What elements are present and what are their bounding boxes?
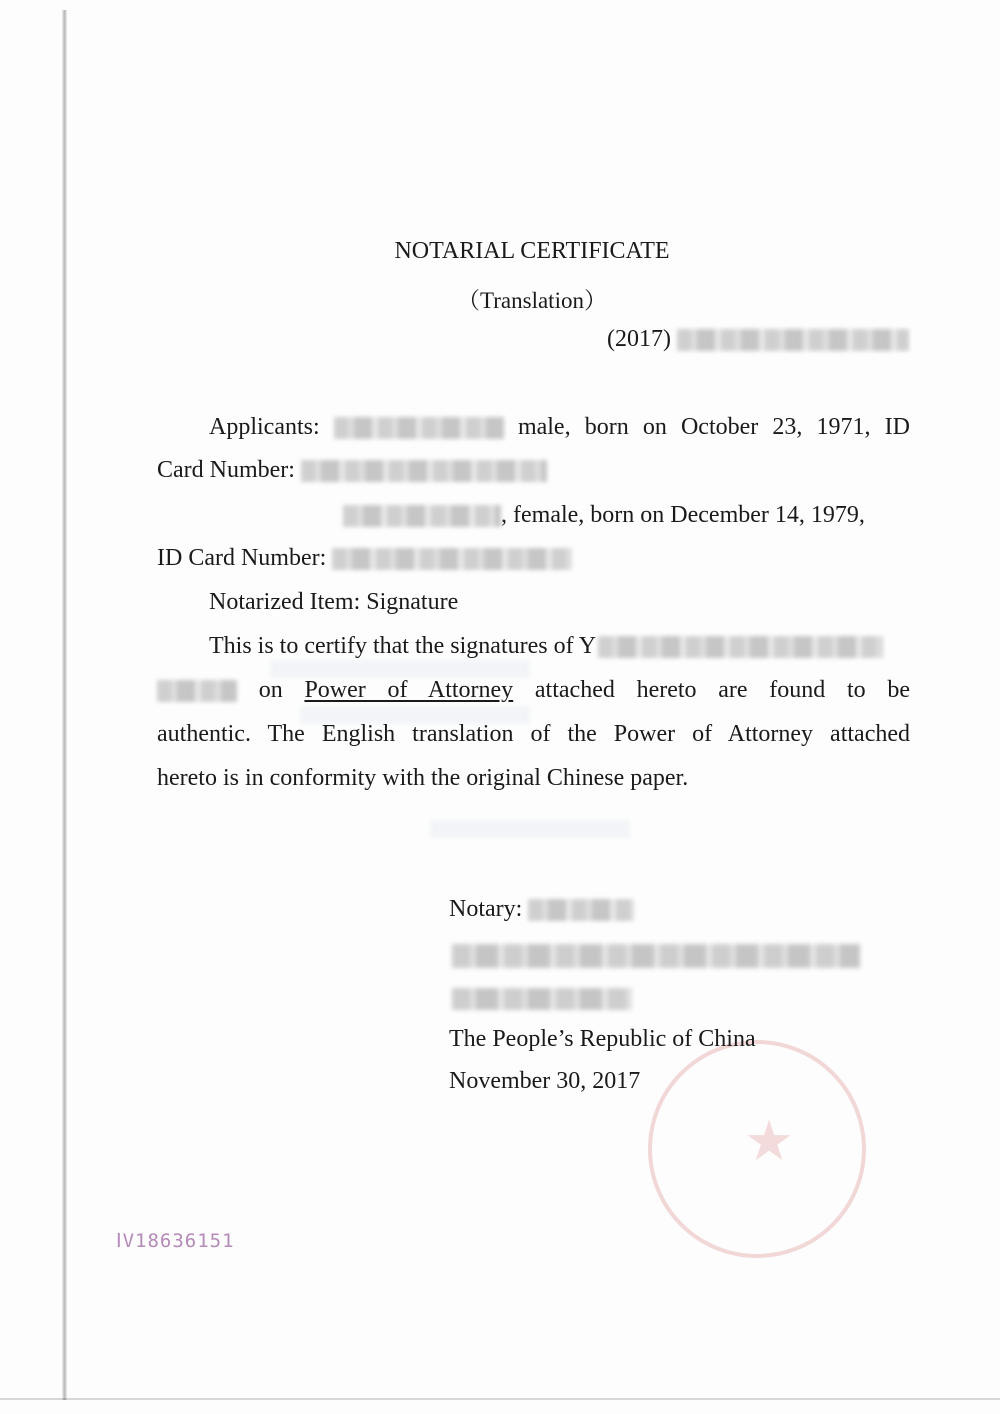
redacted-signatory-names [598, 636, 883, 658]
certification-text-1: This is to certify that the signatures of Y [209, 633, 597, 659]
certification-line-1 [209, 633, 883, 660]
page-fold-shadow [62, 10, 67, 1400]
applicant-id-line-2 [157, 545, 572, 572]
document-subtitle: （Translation） [457, 288, 607, 313]
notary-label: Notary: [449, 896, 523, 922]
certification-line-4: hereto is in conformity with the original Chinese paper. [157, 765, 689, 791]
applicant-1-details: male, born on October 23, 1971, ID [517, 414, 910, 440]
applicant-line-1 [157, 414, 910, 441]
document-reference-power-of-attorney: Power of Attorney [304, 677, 514, 703]
certificate-number-prefix: (2017) [607, 326, 671, 352]
certification-line-2 [157, 677, 910, 704]
serial-number: ⅠV18636151 [116, 1230, 235, 1252]
certification-line-3: authentic. The English translation of the Power of Attorney attached [157, 721, 910, 747]
redacted-certificate-number [677, 329, 909, 351]
show-through-mark [270, 660, 530, 678]
redacted-notary-name [528, 899, 634, 921]
show-through-mark [430, 820, 630, 838]
applicants-label: Applicants: [209, 414, 320, 440]
redacted-applicant-name-2 [343, 505, 501, 527]
notarized-item: Notarized Item: Signature [209, 589, 459, 615]
id-label-1: Card Number: [157, 457, 295, 483]
applicant-line-2 [343, 502, 865, 529]
id-label-2: ID Card Number: [157, 545, 327, 571]
applicant-id-line-1 [157, 457, 547, 484]
certificate-date: November 30, 2017 [449, 1068, 641, 1094]
applicant-2-details: , female, born on December 14, 1979, [501, 502, 865, 528]
redacted-notary-office-line-2 [452, 988, 632, 1010]
seal-stamp [648, 1040, 866, 1258]
certification-text-2: attached hereto are found to be [534, 677, 911, 703]
certification-on: on [258, 677, 283, 703]
redacted-applicant-name-1 [334, 417, 504, 439]
document-title: NOTARIAL CERTIFICATE [394, 238, 670, 264]
redacted-notary-office-line-1 [452, 944, 860, 968]
certificate-number [607, 326, 909, 353]
seal-star-icon: ★ [744, 1111, 795, 1173]
redacted-id-number-1 [301, 460, 547, 482]
redacted-signatory-name-cont [157, 680, 237, 702]
redacted-id-number-2 [332, 548, 572, 570]
country-line: The People’s Republic of China [449, 1026, 756, 1052]
notary-line [449, 896, 634, 923]
page-bottom-edge [0, 1398, 1000, 1400]
